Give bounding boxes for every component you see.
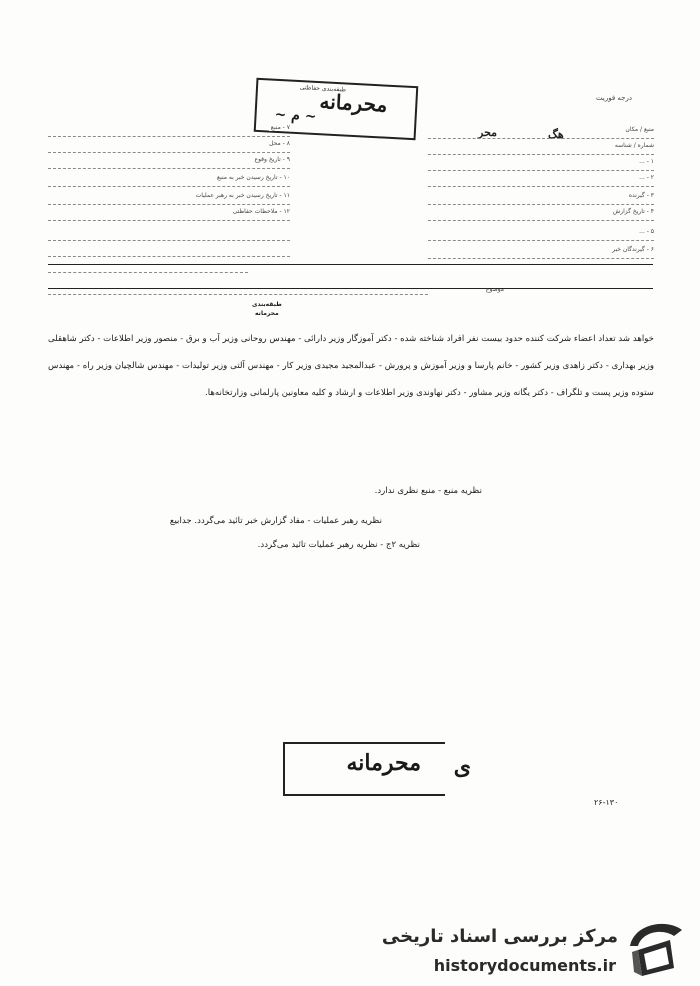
form-field-right: ۱ - ... <box>428 158 654 171</box>
watermark-title: مرکز بررسی اسناد تاریخی <box>381 926 618 947</box>
form-field-left: ۱۰ - تاریخ رسیدن خبر به منبع <box>48 174 290 187</box>
stamp-tail: ی <box>453 754 471 780</box>
report-body: خواهد شد تعداد اعضاء شرکت کننده حدود بیست نفر افراد شناخته شده - دکتر آموزگار وزیر دارائی - مهندس روحانی وزیر آب و برق - منصور وزیر اطلاعات - دکتر شاهقلی وزیر بهداری - دکتر زاهدی وزیر کشور - خانم پارسا و وزیر آموزش و پرورش - عبدالمجید مجیدی وزیر کار - مهندس آلتی وزیر تولیدات - مهندس شالچیان وزیر راه - مهندس ستوده وزیر پست و تلگراف - دکتر یگانه وزیر مشاور - دکتر نهاوندی وزیر اطلاعات و ارشاد و کلیه معاونین پارلمانی وزارتخانه‌ها. <box>48 334 654 398</box>
archive-logo-icon <box>624 916 688 978</box>
form-field-left: ۱۲ - ملاحظات حفاظتی <box>48 208 290 221</box>
confidential-stamp-bottom <box>283 742 471 796</box>
form-field-right: ۶ - گیرندگان خبر <box>428 246 654 259</box>
stamp-signature: ~ ﻡ ~ <box>274 106 317 125</box>
watermark-url: historydocuments.ir <box>433 956 616 975</box>
form-field-right: منبع / مکان <box>428 126 654 139</box>
divider <box>48 288 653 289</box>
blank-line <box>48 240 290 241</box>
handwritten-mark: ﻫﮓ <box>548 128 564 141</box>
blank-line <box>48 256 290 257</box>
operations-leader-opinion: نظریه رهبر عملیات - مفاد گزارش خبر تائید می‌گردد. جدابیع <box>169 516 382 526</box>
stamp-text: محرمانه <box>346 750 421 776</box>
form-field-right: ۳ - گیرنده <box>428 192 654 205</box>
form-field-left: ۸ - محل <box>48 140 290 153</box>
document-number: ۲۶-۱۳۰ <box>594 798 619 807</box>
classification-title: طبقه‌بندی <box>252 301 282 308</box>
form-field-left: ۷ - منبع <box>48 124 290 137</box>
form-field-right: ۲ - ... <box>428 174 654 187</box>
classification-label <box>252 300 282 318</box>
stamp-text: محرمانه <box>318 89 388 117</box>
form-field-right: ۵ - ... <box>428 228 654 241</box>
source-opinion: نظریه منبع - منبع نظری ندارد. <box>374 486 482 496</box>
subject-line <box>48 294 428 295</box>
classification-value: محرمانه <box>255 310 279 317</box>
subject-label: موضوع <box>485 286 504 293</box>
form-field-left: ۱۱ - تاریخ رسیدن خبر به رهبر عملیات <box>48 192 290 205</box>
form-field-left: ۹ - تاریخ وقوع <box>48 156 290 169</box>
divider <box>48 264 653 265</box>
form-field-right: شماره / شناسه <box>428 142 654 155</box>
form-field-right: ۴ - تاریخ گزارش <box>428 208 654 221</box>
handwritten-mark: ﻣﺤﺮ <box>478 126 498 139</box>
stamp-caption: طبقه‌بندی حفاظتی <box>299 84 347 94</box>
urgency-label: درجه فوریت <box>596 94 632 102</box>
blank-line <box>48 272 248 273</box>
2j-opinion: نظریه ۲ج - نظریه رهبر عملیات تائید می‌گردد. <box>257 540 420 550</box>
